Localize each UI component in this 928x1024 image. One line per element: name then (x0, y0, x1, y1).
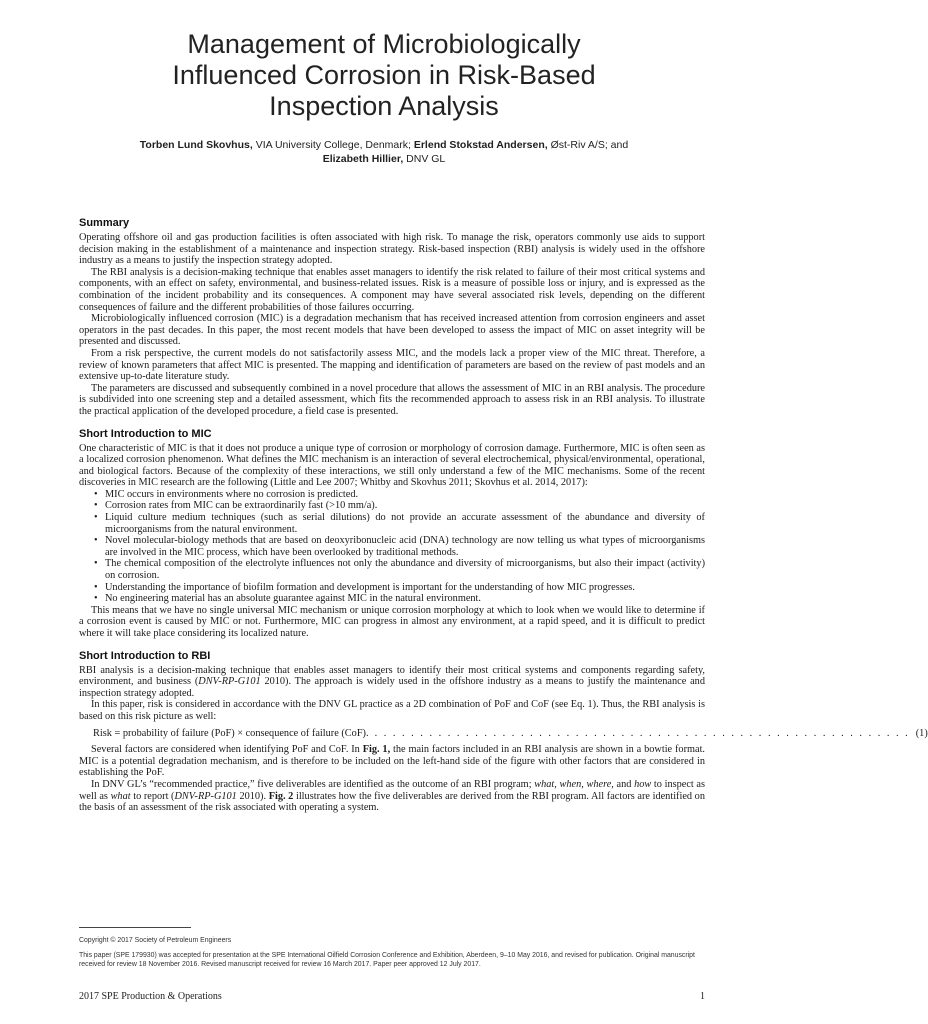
article-body (79, 217, 928, 814)
summary-paragraph: Operating offshore oil and gas production facilities is often associated with high risk. To manage the risk, operators commonly use aids to support decision making in the establishment of a maintenance and inspection strategy. Risk-based inspection (RBI) analysis is widely used in the offshore industry as a means to justify the inspection strategy adopted. (79, 232, 705, 267)
equation-text: Risk = probability of failure (PoF) × consequence of failure (CoF). (93, 727, 369, 739)
text-run: to inspect as well as (79, 778, 706, 802)
mic-paragraph: One characteristic of MIC is that it does not produce a unique type of corrosion or morphology of corrosion damage. Furthermore, MIC is often seen as a localized corrosion phenomenon. What defines the MIC mechanism is an interaction of several electrochemical, physical/environmental, operational, and biological factors. Because of the complexity of these interactions, we still only understand a few of the MIC mechanisms. Some of the recent discoveries in MIC research are the following (Little and Lee 2007; Whitby and Skovhus 2011; Skovhus et al. 2014, 2017): (79, 442, 705, 489)
text-run: where (586, 778, 612, 790)
text-run: 2010). The approach is widely used in the offshore industry as a means to justify the maintenance and inspection strategy adopted. (79, 676, 705, 699)
mic-bullet-list (79, 489, 705, 605)
section-heading-rbi: Short Introduction to RBI (79, 649, 211, 662)
summary-paragraph: From a risk perspective, the current models do not satisfactorily assess MIC, and the models lack a proper view of the MIC threat. Therefore, a review of known parameters that affect MIC is presented. The mapping and identification of parameters are based on the review of past models and an extensive up-to-date literature study. (79, 347, 705, 383)
author-name: Elizabeth Hillier, (322, 153, 404, 165)
list-item: • The chemical composition of the electrolyte influences not only the abundance and diversity of microorganisms, but also their impact (activity) on corrosion. (105, 558, 705, 581)
section-heading-mic: Short Introduction to MIC (79, 427, 212, 440)
text-run: , (554, 778, 560, 790)
text-run: the main factors included in an RBI analysis are shown in a bowtie format. MIC is a potential degradation mechanism, and is therefore to be included on the left-hand side of the figure with other factors that are considered in establishing the PoF. (79, 744, 706, 779)
text-run: In DNV GL’s “recommended practice,” five deliverables are identified as the outcome of an RBI program; (91, 778, 535, 790)
text-run: what (534, 778, 555, 790)
rbi-paragraph (79, 665, 705, 700)
equation-1 (79, 727, 928, 740)
title-line-1: Management of Microbiologically (187, 29, 581, 59)
page-number: 1 (700, 991, 705, 1002)
text-run: when (559, 778, 582, 790)
paper-title (60, 29, 708, 122)
title-line-3: Inspection Analysis (269, 91, 499, 121)
rbi-paragraph: In this paper, risk is considered in accordance with the DNV GL practice as a 2D combination of PoF and CoF (see Eq. 1). Thus, the RBI analysis is based on this risk picture as well: (79, 699, 705, 722)
copyright-note: Copyright © 2017 Society of Petroleum Engineers (79, 937, 232, 944)
list-item: • No engineering material has an absolute guarantee against MIC in the natural environment. (105, 593, 705, 605)
list-item: • Corrosion rates from MIC can be extraordinarily fast (>10 mm/a). (105, 500, 705, 512)
summary-paragraph: The parameters are discussed and subsequently combined in a novel procedure that allows the assessment of MIC in an RBI analysis. The procedure is subdivided into one screening step and a detailed assessment, which fits the recommended approach to assess risk in an RBI analysis. To illustrate the practical application of the developed procedure, a field case is presented. (79, 382, 705, 417)
paper-history-note: This paper (SPE 179930) was accepted for presentation at the SPE International Oilfield Corrosion Conference and Exhibition, Aberdeen, 9–10 May 2016, and revised for publication. Original manuscript received for review 18 November 2016. Revised manuscript received for review 16 March 2017. Paper peer approved 12 July 2017. (79, 952, 695, 968)
rbi-paragraph (79, 779, 705, 814)
list-item: • Understanding the importance of biofilm formation and development is important for the understanding of how MIC progresses. (105, 582, 705, 594)
text-run: 2010). (236, 790, 269, 802)
author-affiliation: VIA University College, Denmark; (252, 139, 414, 151)
author-line-1 (60, 138, 708, 152)
text-run: to report ( (130, 790, 175, 802)
journal-footer: 2017 SPE Production & Operations (79, 991, 222, 1002)
equation-number: (1) (915, 727, 928, 739)
text-run: how (634, 778, 652, 790)
text-run: what (110, 790, 131, 802)
author-affiliation: Øst-Riv A/S; and (547, 139, 629, 151)
mic-paragraph: This means that we have no single universal MIC mechanism or unique corrosion morphology at which to look when we would like to determine if a corrosion event is caused by MIC or not. Furthermore, MIC can progress in almost any environment, at a rapid speed, and it is difficult to predict where it will take place considering its localized nature. (79, 604, 705, 639)
list-item: • MIC occurs in environments where no corrosion is predicted. (105, 489, 705, 501)
summary-paragraph: The RBI analysis is a decision-making technique that enables asset managers to identify the risk related to failure of their most critical systems and components, with an effect on safety, environmental, and business-related issues. Risk is a measure of possible loss or injury, and is expressed as the combination of the incident probability and its consequences. A component may have several associated risk levels, depending on the different consequences of failure and the different probabilities of those failures occurring. (79, 266, 705, 313)
summary-paragraph: Microbiologically influenced corrosion (MIC) is a degradation mechanism that has received increased attention from corrosion engineers and asset operators in the past decades. In this paper, the most recent models that have been developed to assess the impact of MIC on asset integrity will be presented and discussed. (79, 313, 705, 348)
author-affiliation: DNV GL (403, 153, 446, 165)
reference-citation: DNV-RP-G101 (174, 790, 237, 802)
author-list (60, 138, 708, 166)
text-run: RBI analysis is a decision-making technique that enables asset managers to identify their most critical systems and components regarding safety, environment, and business ( (79, 664, 705, 688)
text-run: , and (611, 778, 635, 790)
list-item: • Novel molecular-biology methods that are based on deoxyribonucleic acid (DNA) technology are now telling us what types of microorganisms are involved in the MIC process, which have been overlooked by traditional methods. (105, 535, 705, 558)
rbi-paragraph (79, 744, 705, 779)
author-name: Erlend Stokstad Andersen, (413, 139, 548, 151)
text-run: Several factors are considered when identifying PoF and CoF. In (91, 744, 363, 756)
text-run: , (581, 778, 587, 790)
figure-reference: Fig. 2 (268, 790, 294, 802)
figure-reference: Fig. 1, (362, 744, 391, 756)
section-heading-summary: Summary (79, 217, 130, 229)
equation-leader-dots: . . . . . . . . . . . . . . . . . . . . . . . . . . . . . . . . . . . . . . . . . . . . . . . . . . . . . . . . . . . (374, 727, 910, 739)
title-line-2: Influenced Corrosion in Risk-Based (172, 60, 596, 90)
author-name: Torben Lund Skovhus, (139, 139, 253, 151)
text-run: illustrates how the five deliverables are derived from the RBI program. All factors are identified on the basis of an assessment of the risk associated with operating a system. (79, 790, 705, 814)
list-item: • Liquid culture medium techniques (such as serial dilutions) do not provide an accurate assessment of the abundance and diversity of microorganisms from the natural environment. (105, 512, 705, 535)
author-line-2 (60, 152, 708, 166)
footnote-divider (79, 927, 191, 928)
reference-citation: DNV-RP-G101 (198, 676, 261, 688)
